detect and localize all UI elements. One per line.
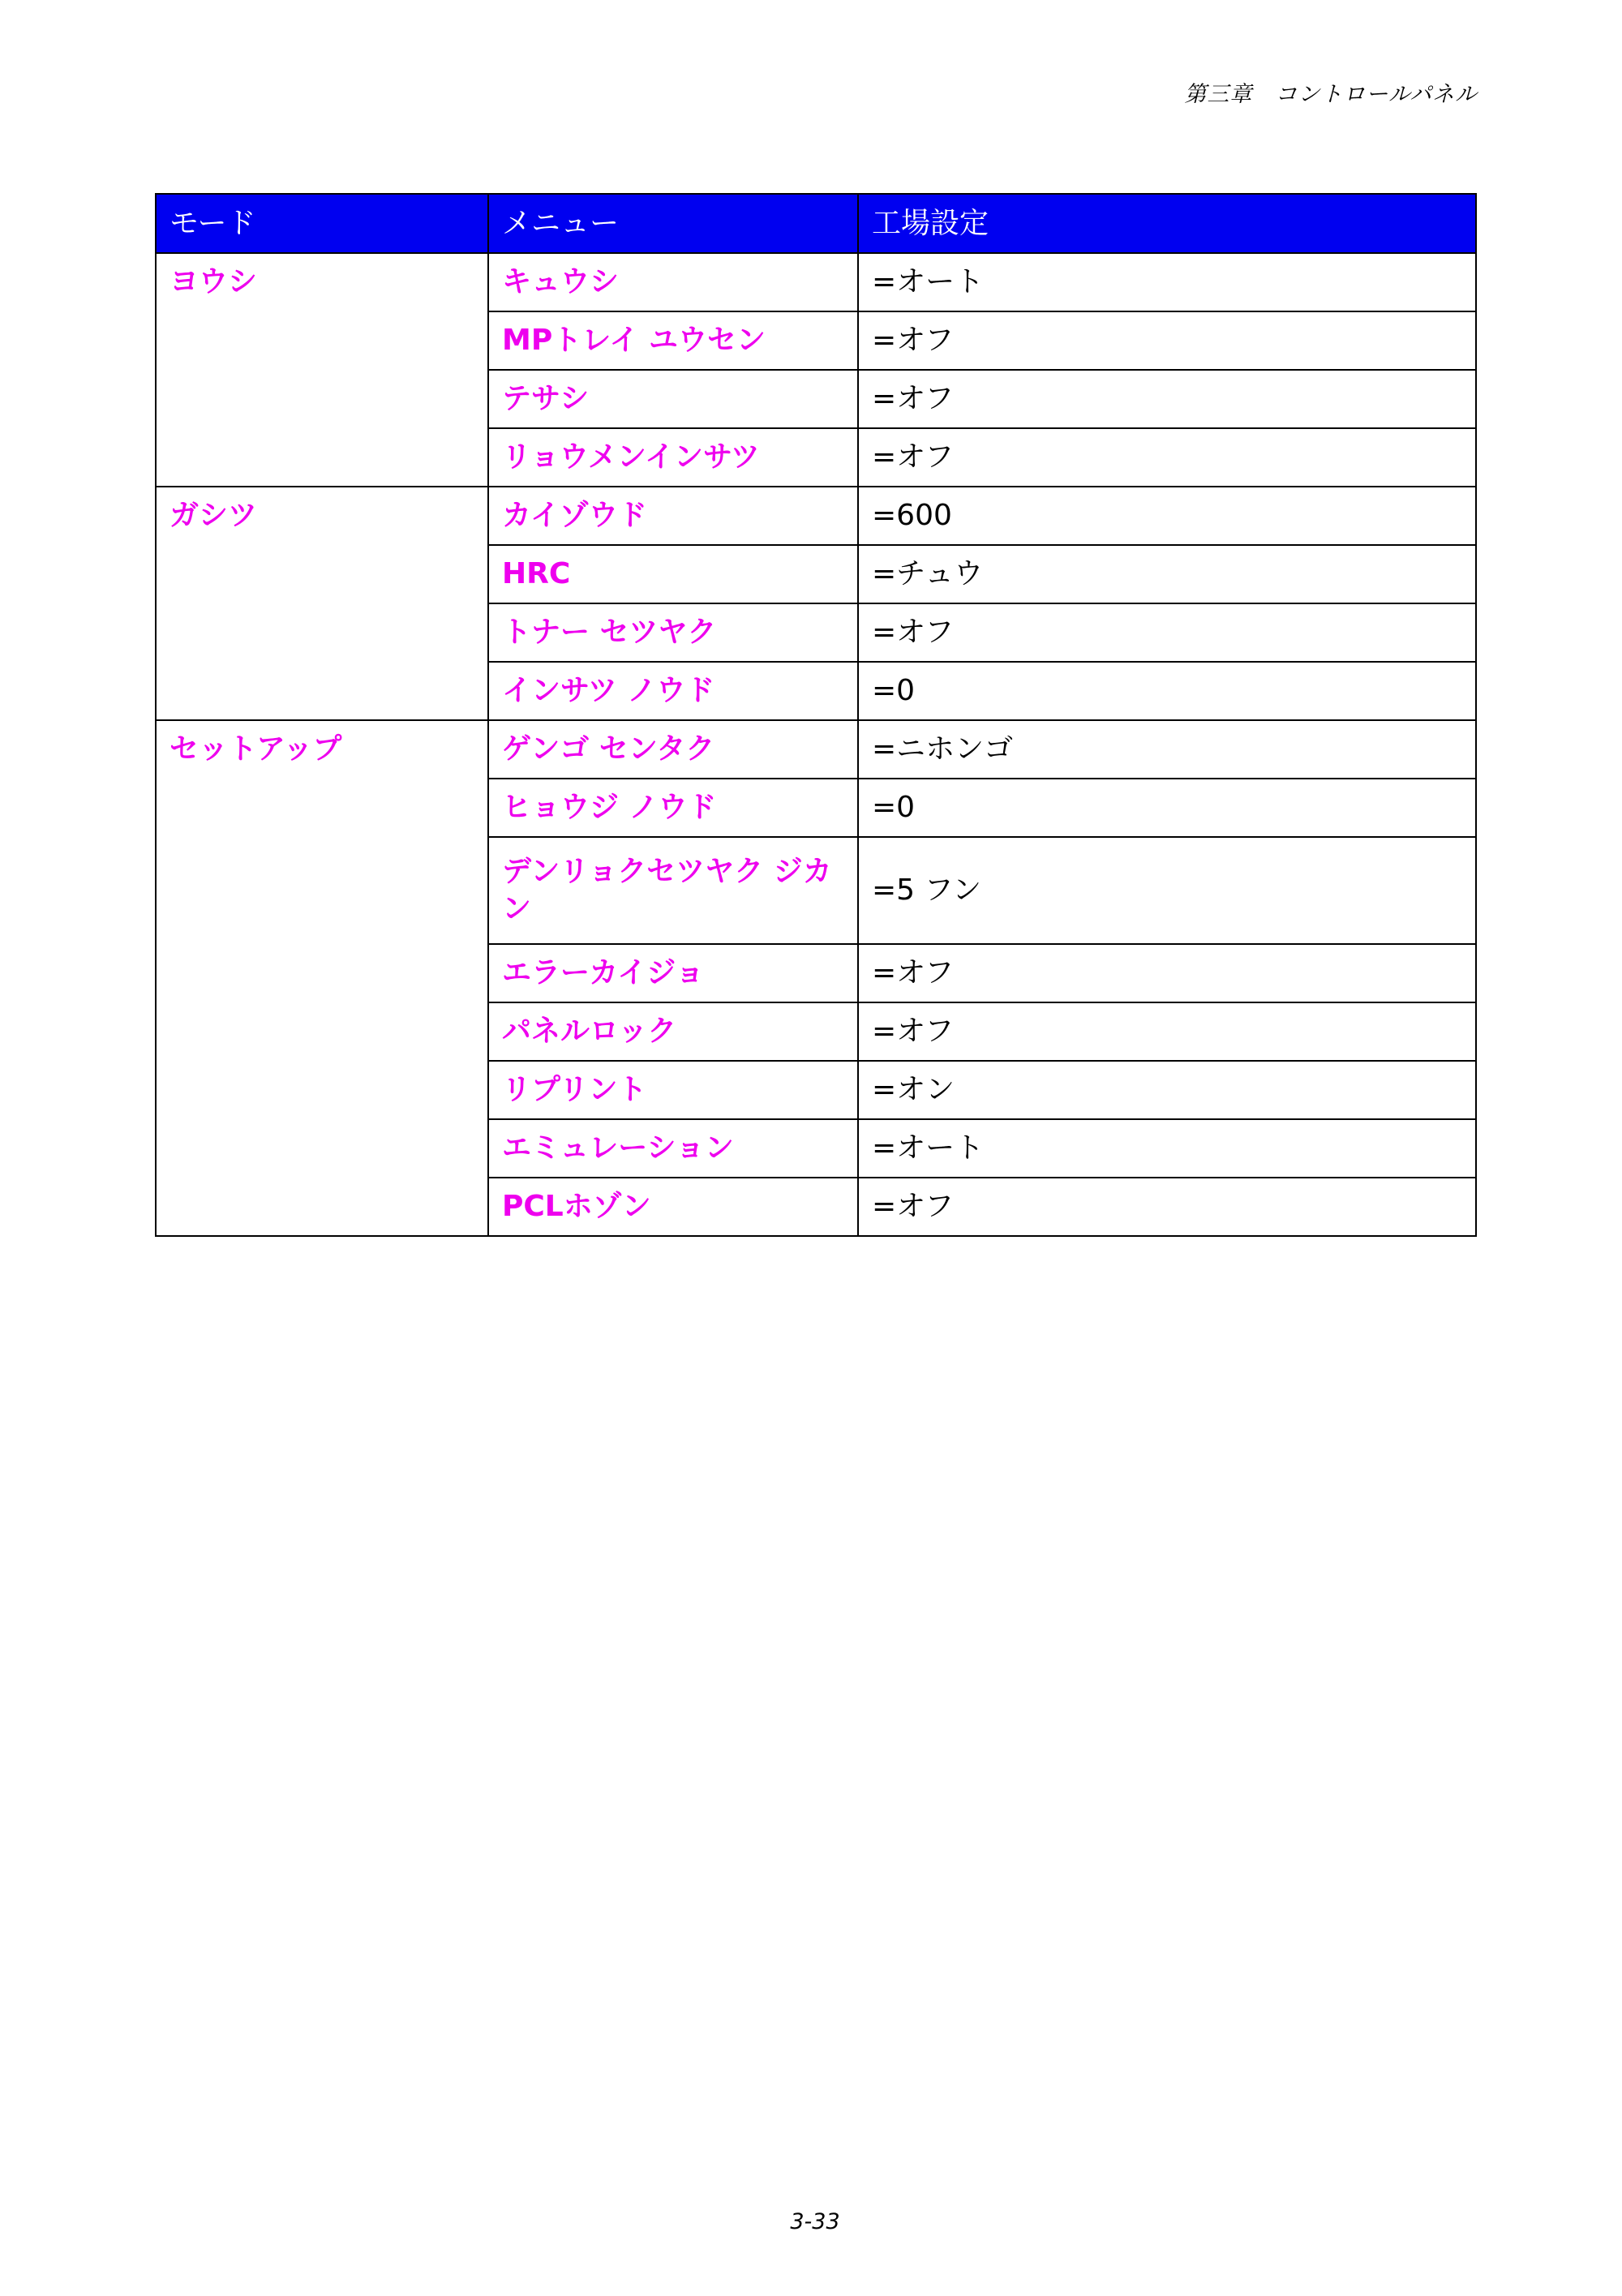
column-header-mode: モード xyxy=(156,194,488,253)
mode-cell: ヨウシ xyxy=(156,253,488,487)
value-cell: =5 フン xyxy=(858,837,1476,944)
menu-cell: エラーカイジョ xyxy=(488,944,858,1002)
value-cell: =オフ xyxy=(858,428,1476,487)
menu-cell: MPトレイ ユウセン xyxy=(488,311,858,370)
mode-cell: ガシツ xyxy=(156,487,488,720)
menu-cell: キュウシ xyxy=(488,253,858,311)
value-cell: =ニホンゴ xyxy=(858,720,1476,779)
table-row xyxy=(156,253,1476,311)
table-row xyxy=(156,720,1476,779)
value-cell: =オフ xyxy=(858,1002,1476,1061)
menu-cell: HRC xyxy=(488,545,858,603)
table-row xyxy=(156,487,1476,545)
value-cell: =オフ xyxy=(858,370,1476,428)
factory-settings-table xyxy=(155,193,1477,1237)
value-cell: =オート xyxy=(858,253,1476,311)
menu-cell: エミュレーション xyxy=(488,1119,858,1178)
menu-cell: リプリント xyxy=(488,1061,858,1119)
mode-cell: セットアップ xyxy=(156,720,488,1236)
value-cell: =オフ xyxy=(858,944,1476,1002)
value-cell: =オフ xyxy=(858,311,1476,370)
menu-cell: インサツ ノウド xyxy=(488,662,858,720)
chapter-header: 第三章 コントロールパネル xyxy=(1184,82,1478,107)
menu-cell: パネルロック xyxy=(488,1002,858,1061)
column-header-menu: メニュー xyxy=(488,194,858,253)
value-cell: =オフ xyxy=(858,603,1476,662)
value-cell: =0 xyxy=(858,662,1476,720)
value-cell: =チュウ xyxy=(858,545,1476,603)
menu-cell: トナー セツヤク xyxy=(488,603,858,662)
value-cell: =0 xyxy=(858,779,1476,837)
value-cell: =オン xyxy=(858,1061,1476,1119)
page-number: 3-33 xyxy=(790,2209,840,2234)
value-cell: =オフ xyxy=(858,1178,1476,1236)
table-header-row xyxy=(156,194,1476,253)
menu-cell: PCLホゾン xyxy=(488,1178,858,1236)
menu-cell: ゲンゴ センタク xyxy=(488,720,858,779)
value-cell: =オート xyxy=(858,1119,1476,1178)
menu-cell: テサシ xyxy=(488,370,858,428)
menu-cell: デンリョクセツヤク ジカン xyxy=(488,837,858,944)
menu-cell: リョウメンインサツ xyxy=(488,428,858,487)
value-cell: =600 xyxy=(858,487,1476,545)
menu-cell: ヒョウジ ノウド xyxy=(488,779,858,837)
menu-cell: カイゾウド xyxy=(488,487,858,545)
column-header-factory-setting: 工場設定 xyxy=(858,194,1476,253)
